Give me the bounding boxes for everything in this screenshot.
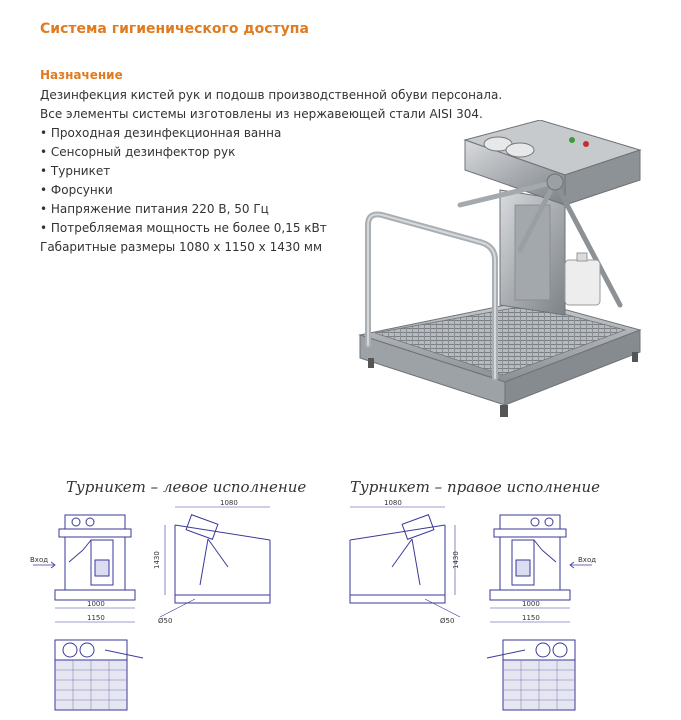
dim-label: 1000 bbox=[522, 600, 540, 608]
left-front-view bbox=[25, 510, 155, 635]
description-line: Все элементы системы изготовлены из нержавеющей стали AISI 304. bbox=[40, 107, 483, 121]
dimensions-line: Габаритные размеры 1080 х 1150 х 1430 мм bbox=[40, 240, 323, 254]
section-heading: Назначение bbox=[40, 68, 123, 82]
dim-label: 1430 bbox=[452, 551, 460, 569]
dim-label: 1150 bbox=[87, 614, 105, 622]
description-line: Дезинфекция кистей рук и подошв производственной обуви персонала. bbox=[40, 88, 503, 102]
page-title: Система гигиенического доступа bbox=[40, 21, 309, 37]
dim-label: Ø50 bbox=[158, 617, 173, 625]
right-top-view bbox=[480, 636, 585, 714]
feature-item: • Сенсорный дезинфектор рук bbox=[40, 143, 560, 162]
dim-label: 1430 bbox=[153, 551, 161, 569]
left-drawing-title: Турникет – левое исполнение bbox=[66, 478, 307, 496]
dim-label: Ø50 bbox=[440, 617, 455, 625]
feature-item: • Форсунки bbox=[40, 181, 560, 200]
left-top-view bbox=[45, 636, 150, 714]
feature-item: • Потребляемая мощность не более 0,15 кВт bbox=[40, 219, 560, 238]
product-photo bbox=[340, 120, 660, 450]
entry-label: Вход bbox=[578, 556, 597, 564]
right-side-view bbox=[340, 495, 470, 625]
dim-label: 1080 bbox=[384, 499, 402, 507]
dim-label: 1080 bbox=[220, 499, 238, 507]
right-front-view bbox=[470, 510, 600, 635]
dim-label: 1150 bbox=[522, 614, 540, 622]
feature-item: • Напряжение питания 220 В, 50 Гц bbox=[40, 200, 560, 219]
left-side-view bbox=[150, 495, 280, 625]
entry-label: Вход bbox=[30, 556, 49, 564]
right-drawing-title: Турникет – правое исполнение bbox=[350, 478, 601, 496]
feature-item: • Проходная дезинфекционная ванна bbox=[40, 124, 560, 143]
dim-label: 1000 bbox=[87, 600, 105, 608]
feature-item: • Турникет bbox=[40, 162, 560, 181]
